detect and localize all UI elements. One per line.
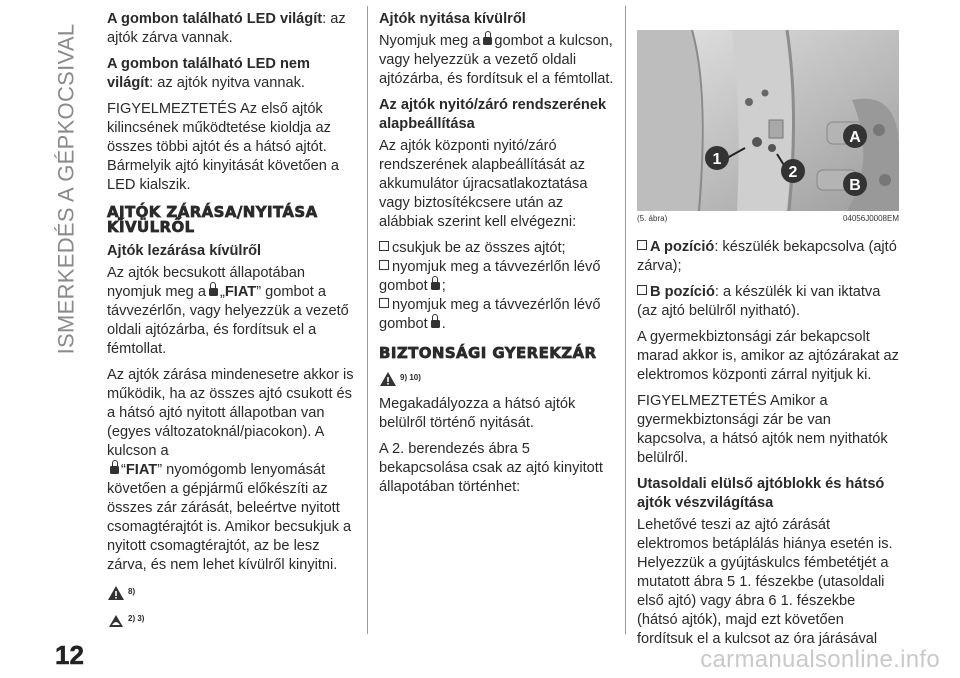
lock-icon (431, 320, 440, 328)
position-b-item: B pozíció: a készülék ki van iktatva (az ajtó belülről nyitható). (637, 284, 881, 319)
figure-caption (637, 214, 899, 223)
section-heading-child-lock: BIZTONSÁGI GYEREKZÁR (379, 344, 597, 362)
subheading-locking: Ajtók lezárása kívülről (107, 243, 262, 259)
bullet-box-icon (637, 240, 647, 250)
subheading-reset: Az ajtók nyitó/záró rendszerének alapbeállítása (379, 97, 607, 132)
led-off-paragraph: A gombon található LED nem világít: az ajtók nyitva vannak. (107, 56, 310, 91)
locking-info-paragraph: Az ajtók zárása mindenesetre akkor is működik, ha az összes ajtó csukott és a hátsó ajtó nyitott állapotban van (egyes változatoknál/piacokon). A kulcson a “FIAT” nyomógomb lenyomását követően a gépjármű előkészíti az összes zár zárását, beleértve nyitott csomagtérajtót is. Amikor becsukjuk a nyitott csomagtérajtót, az be lesz zárva, és nem lehet kívülről kinyitni. (107, 367, 354, 573)
unlock-icon (483, 37, 492, 45)
column-divider (625, 6, 626, 634)
emergency-paragraph: Lehetővé teszi az ajtó zárását elektromos betáplálás hiánya esetén is. Helyezzük a gyújtáskulcs fémbetétjét a mutatott ábra 5 1. fészekbe (utasoldali első ajtó) vagy ábra 6 1. fészekbe (hátsó ajtók), majd ezt követően fordítsuk el a kulcsot az óra járásával (637, 517, 893, 647)
caution-icon (107, 612, 125, 628)
column-3 (637, 238, 899, 656)
fig-label-a: A (849, 129, 861, 146)
door-illustration (637, 30, 899, 211)
warning-icon (379, 371, 397, 387)
bullet-box-icon (637, 285, 647, 295)
child-lock-activation-paragraph: A 2. berendezés ábra 5 bekapcsolása csak az ajtó kinyitott állapotában történhet: (379, 441, 603, 495)
door-lock-figure (637, 30, 899, 211)
reset-paragraph: Az ajtók központi nyitó/záró rendszerének alapbeállítását az akkumulátor újracsatlakoztatása vagy biztosítékcsere után az alábbiak szerint kell elvégezni: (379, 138, 588, 230)
column-divider (367, 6, 368, 634)
figure-number: (5. ábra) (637, 214, 668, 223)
lock-icon (431, 282, 440, 290)
column-2 (379, 10, 617, 504)
fig-label-1: 1 (712, 151, 722, 168)
fig-label-2: 2 (788, 164, 798, 181)
warning-icon (107, 585, 125, 601)
chapter-side-tab (54, 24, 78, 354)
bullet-box-icon (379, 260, 389, 270)
list-item: nyomjuk meg a távvezérlőn lévő gombot ; (379, 259, 601, 294)
fig-label-b: B (849, 177, 861, 194)
list-item: csukjuk be az összes ajtót; (379, 239, 617, 258)
bullet-box-icon (379, 298, 389, 308)
chapter-title: ISMERKEDÉS A GÉPKOCSIVAL (53, 23, 78, 355)
position-a-item: A pozíció: készülék bekapcsolva (ajtó zárva); (637, 239, 897, 274)
unlocking-paragraph: Nyomjuk meg a gombot a kulcson, vagy helyezzük a vezető oldali ajtózárba, és fordítsuk el a fémtollat. (379, 33, 614, 87)
warning-paragraph: FIGYELMEZTETÉS Az első ajtók kilincsének működtetése kioldja az összes többi ajtót és a hátsó ajtót. Bármelyik ajtó kinyitását követően a LED kialszik. (107, 101, 339, 193)
section-heading: AJTÓK ZÁRÁSA/NYITÁSA KÍVÜLRŐL (107, 203, 318, 236)
warning-reference: 8) (107, 582, 357, 601)
child-lock-paragraph: Megakadályozza a hátsó ajtók belülről történő nyitását. (379, 396, 576, 431)
led-on-paragraph: A gombon található LED világít: az ajtók zárva vannak. (107, 11, 346, 46)
child-lock-remains-paragraph: A gyermekbiztonsági zár bekapcsolt marad akkor is, amikor az ajtózárakat az elektromos központi zárral nyitjuk ki. (637, 329, 899, 383)
bullet-box-icon (379, 241, 389, 251)
subheading-emergency: Utasoldali elülső ajtóblokk és hátsó ajtók vészvilágítása (637, 476, 885, 511)
column-1 (107, 10, 357, 636)
list-item: nyomjuk meg a távvezérlőn lévő gombot . (379, 297, 601, 332)
lock-icon (110, 466, 119, 474)
locking-paragraph: Az ajtók becsukott állapotában nyomjuk meg a „FIAT” gombot a távvezérlőn, vagy helyezzük a vezető oldali ajtózárba, és fordítsuk el a fémtollat. (107, 265, 349, 357)
figure-code: 04056J0008EM (842, 214, 899, 223)
subheading-unlocking: Ajtók nyitása kívülről (379, 11, 526, 27)
page-number: 12 (55, 640, 84, 670)
warning-reference: 9) 10) (379, 368, 617, 387)
watermark: carmanualsonline.info (700, 646, 940, 673)
lock-icon (209, 288, 218, 296)
caution-reference: 2) 3) (107, 609, 357, 628)
child-lock-warning-paragraph: FIGYELMEZTETÉS Amikor a gyermekbiztonsági zár be van kapcsolva, a hátsó ajtók nem nyithatók belülről. (637, 393, 888, 466)
